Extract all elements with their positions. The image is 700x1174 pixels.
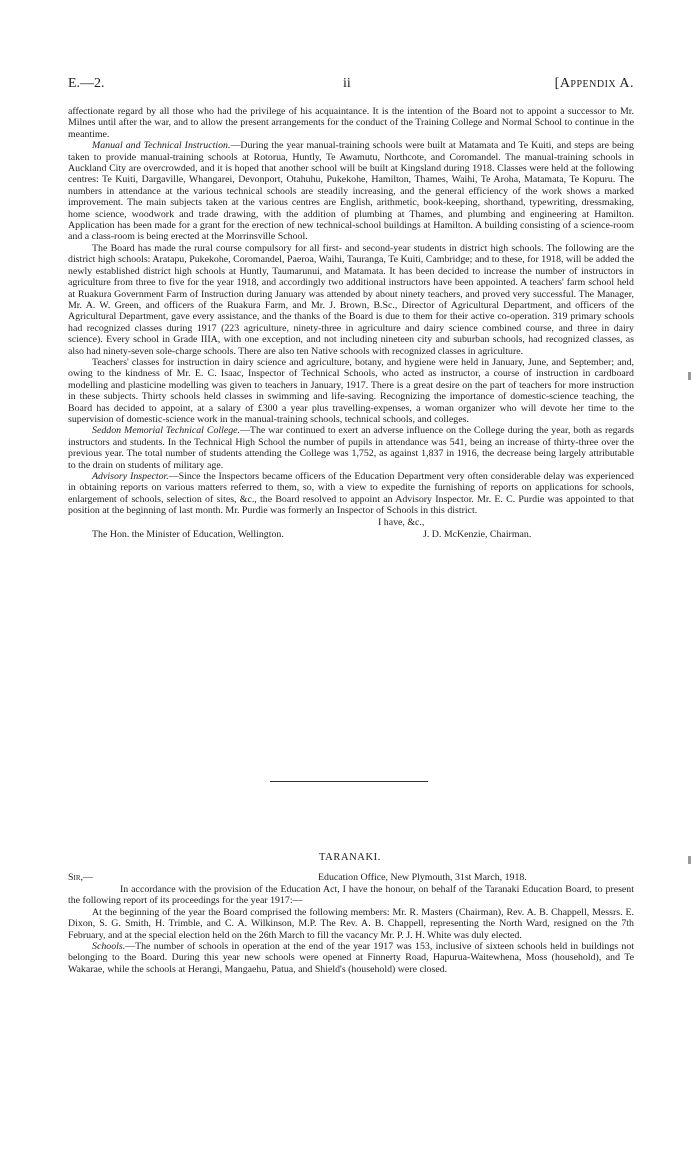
signature-line (68, 529, 634, 541)
section-divider (270, 781, 428, 782)
parliamentary-paper-number: E.—2. (68, 76, 105, 91)
appendix-label: [Appendix A. (554, 76, 634, 91)
signatory: J. D. McKenzie, Chairman. (423, 528, 532, 540)
closing: I have, &c., (378, 516, 425, 528)
paragraph-heading: Seddon Memorial Technical College. (92, 425, 241, 437)
paragraph: affectionate regard by all those who had the privilege of his acquaintance. It is the intention of the Board not to appoint a successor to Mr. Milnes until after the war, and to allow the present arrangements for the conduct of the Training College and Normal School to continue in the meantime. (68, 106, 634, 140)
paragraph-advisory-inspector: Advisory Inspector.—Since the Inspectors became officers of the Education Department very often considerable delay was experienced in obtaining reports on various matters referred to them, so, with a view to expedite the furnishing of reports on applications for schools, enlargement of schools, selection of sites, &c., the Board resolved to appoint an Advisory Inspector. Mr. E. C. Purdie was appointed to that position at the beginning of last month. Mr. Purdie was formerly an Inspector of Schools in this district. (68, 471, 634, 517)
paragraph-intro: In accordance with the provision of the Education Act, I have the honour, on behalf of the Taranaki Education Board, to present the following report of its proceedings for the year 1917:— (68, 884, 634, 907)
salutation: Sir,— (68, 872, 93, 883)
auckland-report-continuation (68, 106, 634, 541)
dateline (68, 872, 634, 884)
paragraph-schools: Schools.—The number of schools in operation at the end of the year 1917 was 153, inclusive of sixteen schools held in buildings not belonging to the Board. During this year new schools were opened at Finnerty Road, Hapurua-Waitewhena, Moss (household), and Te Wakarae, while the schools at Herangi, Mangaehu, Patua, and Shield's (household) were closed. (68, 941, 634, 975)
section-title: TARANAKI. (318, 852, 381, 863)
addressee: The Hon. the Minister of Education, Wellington. (92, 528, 284, 540)
margin-mark (688, 372, 691, 380)
paragraph-heading: Manual and Technical Instruction. (92, 140, 231, 152)
paragraph-seddon-college: Seddon Memorial Technical College.—The war continued to exert an adverse influence on the College during the year, both as regards instructors and students. In the Technical High School the number of pupils in attendance was 541, being an increase of thirty-three over the previous year. The total number of students attending the College was 1,752, as against 1,837 in 1916, the decrease being largely attributable to the drain on students of military age. (68, 425, 635, 471)
paragraph-teachers-classes: Teachers' classes for instruction in dairy science and agriculture, botany, and hygiene were held in January, June, and September; and, owing to the kindness of Mr. E. C. Isaac, Inspector of Technical Schools, who acted as instructor, a course of instruction in cardboard modelling and plasticine modelling was given to teachers in January, 1917. There is a great desire on the part of teachers for more instruction in these subjects. Thirty schools held classes in swimming and life-saving. Recognizing the importance of domestic-science teaching, the Board has decided to appoint, at a salary of £300 a year plus travelling-expenses, a woman organizer who will devote her time to the supervision of domestic-science work in the manual-training schools, technical schools, and colleges. (68, 356, 634, 425)
taranaki-report (68, 872, 634, 975)
paragraph-rural-course: The Board has made the rural course compulsory for all first- and second-year students in district high schools. The following are the district high schools: Aratapu, Pukekohe, Coromandel, Paeroa, Waihi, Tauranga, Te Kuiti, Cambridge; and to these, for 1918, will be added the newly established district high schools at Huntly, Taumarunui, and Matamata. It has been decided to increase the number of instructors in agriculture from three to five for the year 1918, and accordingly two additional instructors have been appointed. A teachers' farm school held at Ruakura Government Farm of Instruction during January was attended by about ninety teachers, and proved very successful. The Manager, Mr. A. W. Green, and officers of the Ruakura Farm, and Mr. J. Brown, B.Sc., Director of Agricultural Department, and officers of the Agricultural Department, gave every assistance, and the thanks of the Board is due to them for their active co-operation. 319 primary schools had recognized classes during 1917 (223 agriculture, ninety-three in agriculture and dairy science combined course, and three in dairy science). Every school in Grade IIIA, with one exception, and not including nineteen city and suburban schools, had recognized classes, as also had ninety-seven sole-charge schools. There are also ten Native schools with recognized classes in agriculture. (68, 242, 634, 357)
paragraph-heading: Schools. (92, 941, 126, 953)
page-number: ii (343, 76, 351, 91)
paragraph-board-members: At the beginning of the year the Board comprised the following members: Mr. R. Masters (Chairman), Rev. A. B. Chappell, Messrs. E. Dixon, S. G. Smith, H. Trimble, and C. A. Wilkinson, M.P. The Rev. A. B. Chappell, representing the North Ward, resigned on the 7th February, and at the special election held on the 26th March to fill the vacancy Mr. P. J. H. White was duly elected. (68, 906, 634, 941)
office-date: Education Office, New Plymouth, 31st March, 1918. (318, 872, 527, 883)
paragraph-heading: Advisory Inspector. (92, 471, 169, 482)
margin-mark (688, 856, 691, 864)
closing-line (68, 517, 634, 529)
page-header (68, 76, 634, 98)
paragraph-manual-technical: Manual and Technical Instruction.—During the year manual-training schools were built at Matamata and Te Kuiti, and steps are being taken to provide manual-training schools at Rotorua, Huntly, Te Awamutu, Northcote, and Coromandel. The manual-training schools in Auckland City are overcrowded, and it is hoped that another school will be built at Kingsland during 1918. Classes were held at the following centres: Te Kuiti, Dargaville, Whangarei, Devonport, Otahuhu, Pukekohe, Hamilton, Thames, Waihi, Te Aroha, Matamata, Te Kopuru. The numbers in attendance at the various technical schools are steadily increasing, and the general efficiency of the work shows a marked improvement. The main subjects taken at the various centres are English, arithmetic, book-keeping, shorthand, typewriting, dressmaking, home science, woodwork and trade drawing, with the addition of plumbing at Thames, and plumbing and engineering at Hamilton. Application has been made for a grant for the erection of new technical-school buildings at Hamilton. A building consisting of a science-room and a class-room is being erected at the Morrinsville School. (68, 140, 634, 243)
